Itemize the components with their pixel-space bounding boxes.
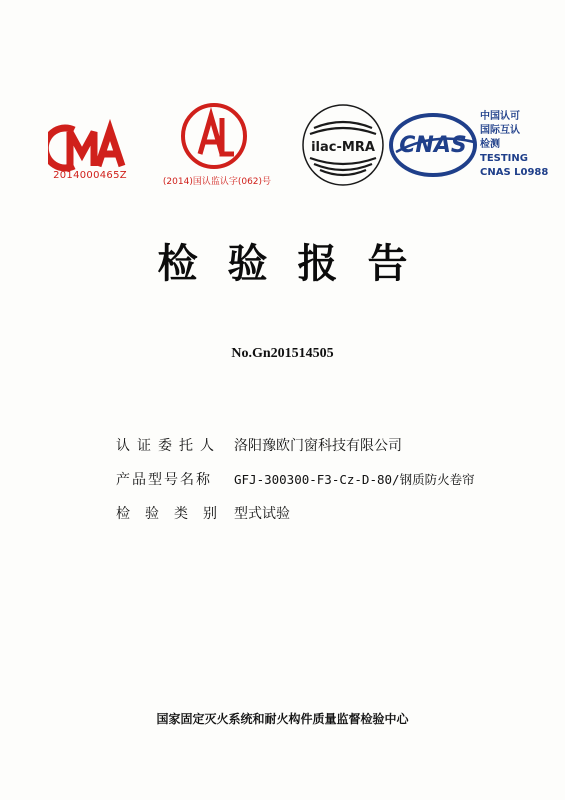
- cma-logo-icon: [48, 118, 133, 178]
- cal-code: (2014)国认监认字(062)号: [162, 177, 272, 187]
- info-row-test-type: [116, 496, 475, 530]
- cnas-logo-icon: [388, 112, 478, 178]
- info-label: 认证委托人: [116, 438, 221, 454]
- cnas-line: TESTING: [480, 153, 528, 164]
- report-info: [116, 428, 475, 530]
- info-value: 型式试验: [234, 506, 290, 522]
- ilac-mra-logo-icon: [300, 102, 386, 188]
- info-row-client: [116, 428, 475, 462]
- info-value: 洛阳豫欧门窗科技有限公司: [234, 438, 402, 454]
- ilac-mra-text: ilac-MRA: [311, 140, 375, 155]
- cma-code: 2014000465Z: [53, 170, 127, 181]
- cnas-line: 检测: [480, 139, 500, 150]
- info-value: GFJ-300300-F3-Cz-D-80/钢质防火卷帘: [234, 472, 475, 487]
- page-title: 检验报告: [157, 241, 438, 287]
- report-number: No.Gn201514505: [231, 346, 334, 361]
- cnas-line: 中国认可: [480, 111, 520, 122]
- cnas-line: CNAS L0988: [480, 167, 549, 178]
- cnas-logo-text: CNAS: [399, 133, 467, 158]
- info-label: 产品型号名称: [116, 472, 212, 488]
- cal-logo-icon: [178, 100, 250, 172]
- issuing-organization: 国家固定灭火系统和耐火构件质量监督检验中心: [156, 712, 409, 726]
- cnas-line: 国际互认: [480, 125, 520, 136]
- info-label: 检验类别: [116, 506, 232, 522]
- info-row-product: [116, 462, 475, 496]
- cnas-accreditation-text: [480, 110, 548, 180]
